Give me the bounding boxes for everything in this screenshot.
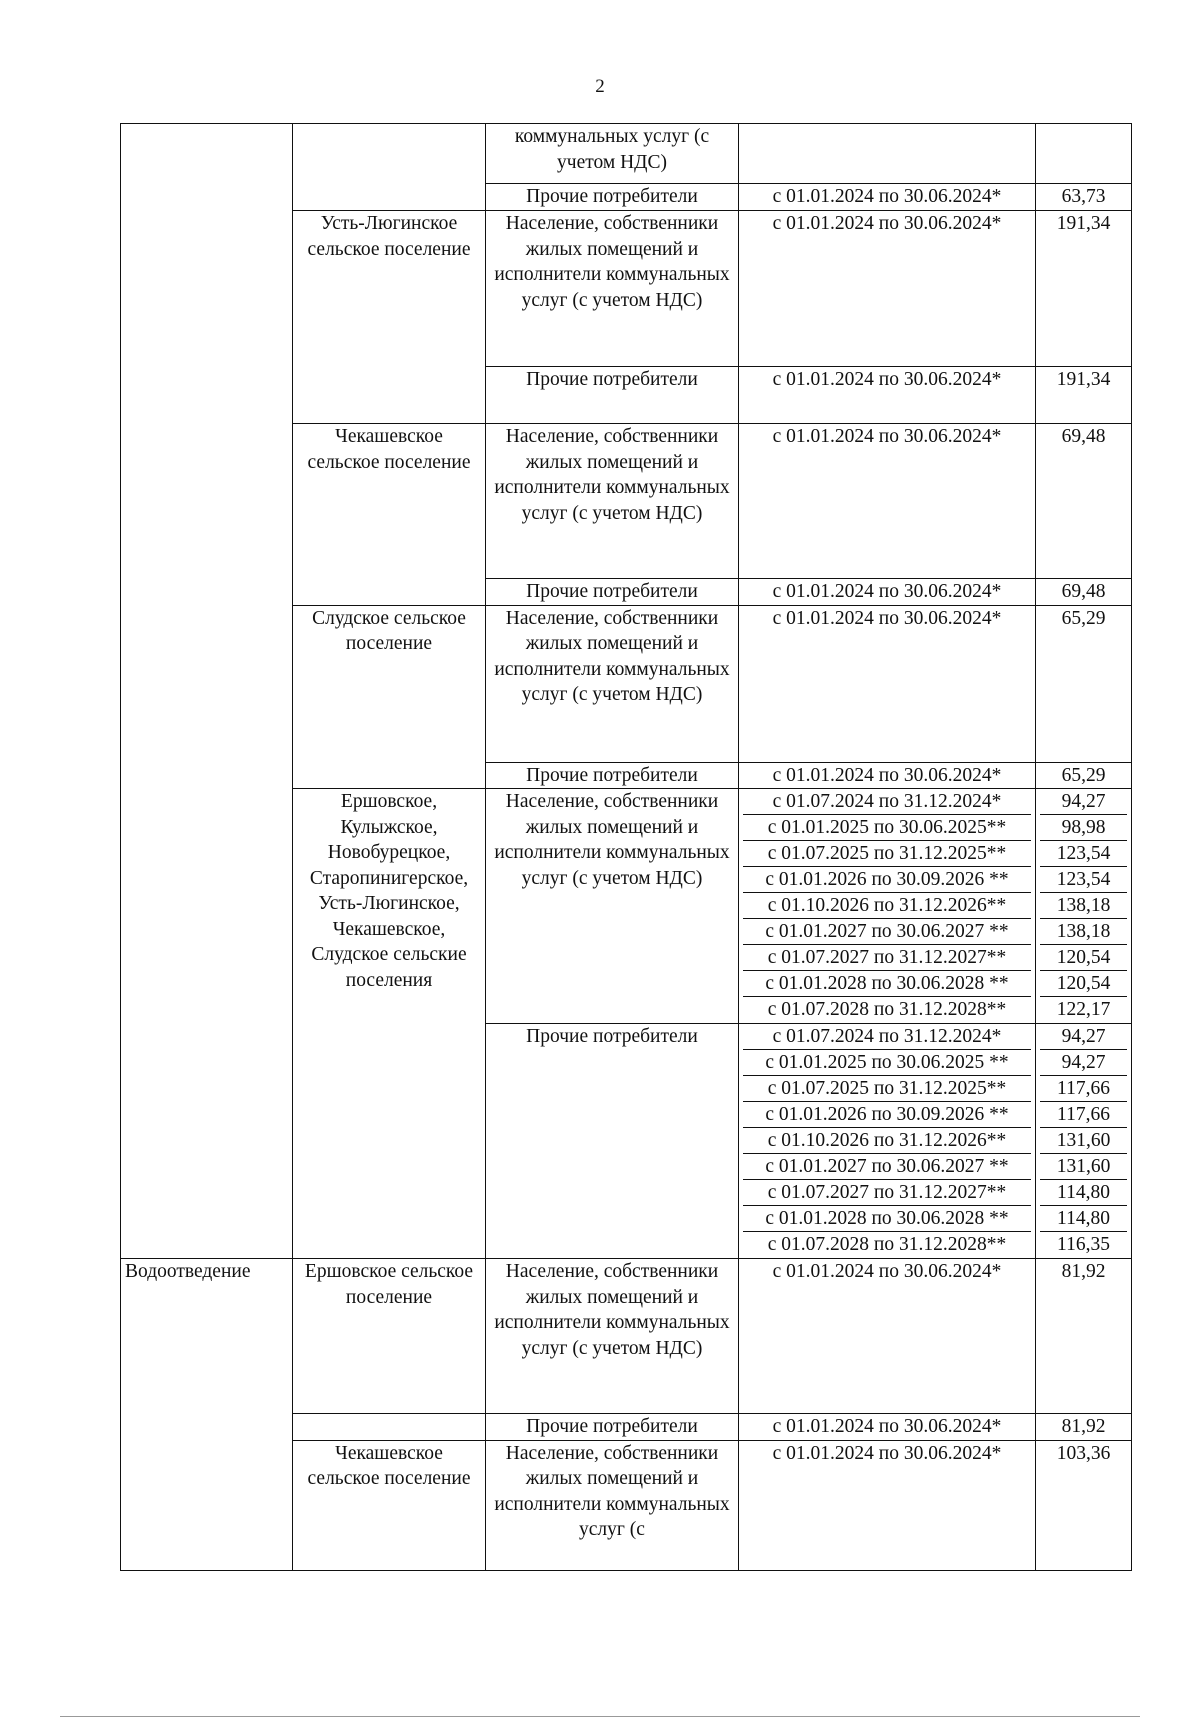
settlement-cell: Усть-Люгинское сельское поселение [293,211,486,424]
period-cell: с 01.01.2026 по 30.09.2026 ** [743,867,1031,893]
period-cell: с 01.01.2024 по 30.06.2024* [739,579,1036,606]
price-cell: 123,54 [1040,841,1127,867]
consumer-cell: Прочие потребители [486,579,739,606]
period-cell: с 01.01.2024 по 30.06.2024* [739,367,1036,424]
consumer-cell: Население, собственники жилых помещений и исполнители коммунальных услуг (с учетом НДС) [486,424,739,579]
price-cell: 116,35 [1057,1234,1110,1255]
period-cell: с 01.01.2027 по 30.06.2027 ** [743,919,1031,945]
consumer-cell: Прочие потребители [486,762,739,789]
price-cell: 138,18 [1040,919,1127,945]
price-list [1036,1024,1132,1259]
period-cell: с 01.07.2024 по 31.12.2024* [743,789,1031,815]
period-cell [739,124,1036,184]
period-cell: с 01.01.2027 по 30.06.2027 ** [743,1154,1031,1180]
price-cell: 138,18 [1040,893,1127,919]
service-cell: Водоотведение [121,1259,293,1571]
period-cell: с 01.07.2025 по 31.12.2025** [743,1076,1031,1102]
period-cell: с 01.07.2028 по 31.12.2028** [767,1234,1007,1255]
table-row [121,124,1132,184]
period-cell: с 01.01.2025 по 30.06.2025 ** [743,1050,1031,1076]
period-cell: с 01.10.2026 по 31.12.2026** [743,893,1031,919]
consumer-cell: Население, собственники жилых помещений и исполнители коммунальных услуг (с учетом НДС) [486,605,739,762]
settlement-cell: Чекашевское сельское поселение [293,424,486,606]
settlement-cell: Чекашевское сельское поселение [293,1440,486,1570]
period-cell: с 01.07.2028 по 31.12.2028** [767,999,1007,1020]
period-cell: с 01.07.2027 по 31.12.2027** [743,1180,1031,1206]
price-cell: 98,98 [1040,815,1127,841]
price-cell: 123,54 [1040,867,1127,893]
settlement-cell: Ершовское сельское поселение [293,1259,486,1414]
price-cell: 120,54 [1040,945,1127,971]
consumer-cell: Прочие потребители [486,184,739,211]
price-cell: 191,34 [1036,367,1132,424]
period-cell: с 01.01.2024 по 30.06.2024* [739,1440,1036,1570]
price-cell: 103,36 [1036,1440,1132,1570]
price-cell: 117,66 [1040,1102,1127,1128]
page-number: 2 [595,76,605,97]
consumer-cell: Население, собственники жилых помещений и исполнители коммунальных услуг (с [486,1440,739,1570]
period-cell: с 01.01.2024 по 30.06.2024* [739,184,1036,211]
consumer-cell: коммунальных услуг (с учетом НДС) [486,124,739,184]
settlement-cell [293,1414,486,1441]
price-cell: 131,60 [1040,1154,1127,1180]
service-cell [121,124,293,1259]
period-cell: с 01.01.2026 по 30.09.2026 ** [743,1102,1031,1128]
period-cell: с 01.10.2026 по 31.12.2026** [743,1128,1031,1154]
consumer-cell: Прочие потребители [486,367,739,424]
period-cell: с 01.01.2024 по 30.06.2024* [739,605,1036,762]
consumer-cell: Население, собственники жилых помещений и исполнители коммунальных услуг (с учетом НДС) [486,211,739,367]
price-cell: 65,29 [1036,762,1132,789]
consumer-cell: Население, собственники жилых помещений и исполнители коммунальных услуг (с учетом НДС) [486,1259,739,1414]
period-cell: с 01.01.2028 по 30.06.2028 ** [743,971,1031,997]
period-cell: с 01.07.2025 по 31.12.2025** [743,841,1031,867]
price-cell: 120,54 [1040,971,1127,997]
price-cell: 117,66 [1040,1076,1127,1102]
price-cell: 122,17 [1056,999,1111,1020]
consumer-cell: Прочие потребители [486,1024,739,1259]
scan-edge-line [60,1716,1140,1717]
price-cell: 63,73 [1036,184,1132,211]
period-cell: с 01.01.2024 по 30.06.2024* [739,1414,1036,1441]
period-cell: с 01.07.2024 по 31.12.2024* [743,1024,1031,1050]
consumer-cell: Прочие потребители [486,1414,739,1441]
price-cell: 81,92 [1036,1259,1132,1414]
period-cell: с 01.01.2024 по 30.06.2024* [739,762,1036,789]
settlement-cell: Ершовское, Кулыжское, Новобурецкое, Старопинигерское, Усть-Люгинское, Чекашевское, Слудское сельские поселения [293,789,486,1259]
price-cell: 94,27 [1040,789,1127,815]
period-cell: с 01.01.2028 по 30.06.2028 ** [743,1206,1031,1232]
price-cell: 81,92 [1036,1414,1132,1441]
period-cell: с 01.07.2027 по 31.12.2027** [743,945,1031,971]
consumer-cell: Население, собственники жилых помещений и исполнители коммунальных услуг (с учетом НДС) [486,789,739,1024]
price-cell: 114,80 [1040,1180,1127,1206]
price-cell: 131,60 [1040,1128,1127,1154]
period-cell: с 01.01.2024 по 30.06.2024* [739,424,1036,579]
period-list [739,1024,1036,1259]
settlement-cell: Слудское сельское поселение [293,605,486,789]
price-list [1036,789,1132,1024]
price-cell: 69,48 [1036,424,1132,579]
price-cell: 191,34 [1036,211,1132,367]
tariff-table [120,123,1132,1571]
price-cell: 94,27 [1040,1024,1127,1050]
price-cell: 114,80 [1040,1206,1127,1232]
price-cell: 94,27 [1040,1050,1127,1076]
period-cell: с 01.01.2024 по 30.06.2024* [739,1259,1036,1414]
period-cell: с 01.01.2025 по 30.06.2025** [743,815,1031,841]
period-cell: с 01.01.2024 по 30.06.2024* [739,211,1036,367]
settlement-cell [293,124,486,211]
table-row [121,1259,1132,1414]
price-cell: 69,48 [1036,579,1132,606]
price-cell: 65,29 [1036,605,1132,762]
price-cell [1036,124,1132,184]
period-list [739,789,1036,1024]
